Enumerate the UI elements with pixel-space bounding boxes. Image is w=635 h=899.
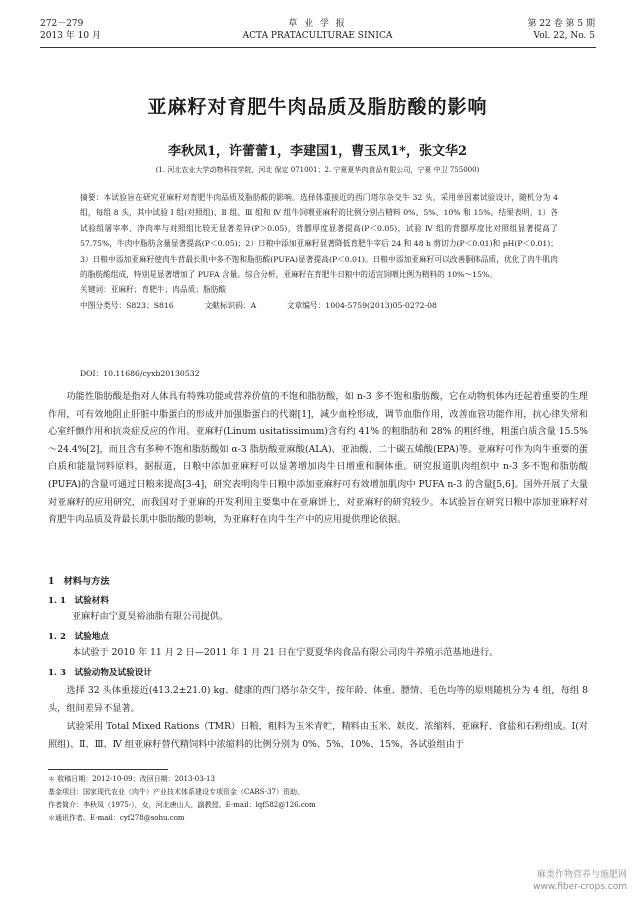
footnote-rule: [48, 769, 168, 770]
abstract-text: 摘要：本试验旨在研究亚麻籽对育肥牛肉品质及脂肪酸的影响。选择体重接近的西门塔尔杂交牛 32 头，采用单因素试验设计，随机分为 4 组，每组 8 头，其中试验 Ⅰ 组(对照组)、Ⅱ 组、Ⅲ 组和 Ⅳ 组牛饲喂亚麻籽的比例分别占精料 0%、5%、10% 和 15%。结果表明，1）各试验组屠宰率、净肉率与对照组比较无显著差异(P＞0.05)，背膘厚度显著提高(P＜0.05)，试验 Ⅳ 组的背膘厚度比对照组显著提高了 57.75%，牛肉中脂肪含量显著提高(P＜0.05)；2）日粮中添加亚麻籽显著降低育肥牛宰后 24 和 48 h 剪切力(P＜0.01)和 pH(P＜0.01)；3）日粮中添加亚麻籽使肉牛背最长肌中多不饱和脂肪酸(PUFA)显著提高(P＜0.01)。日粮中添加亚麻籽可以改善胴体品质，优化了肉牛肌肉的脂肪酸组成，特别是显著增加了 PUFA 含量。综合分析，亚麻籽在育肥牛日粮中的适宜饲喂比例为精料的 10%～15%。: [80, 193, 558, 280]
footnote-fund: 基金项目：国家现代农业（肉牛）产业技术体系建设专项资金（CARS-37）资助。: [48, 788, 305, 796]
issue-date: 2013 年 10 月: [40, 31, 101, 41]
footnote-corresponding: ＊通讯作者。E-mail：cyf278@sohu.com: [48, 814, 185, 822]
paragraph: 选择 32 头体重接近(413.2±21.0) kg、健康的西门塔尔杂交牛，按年龄、体重、膘情、毛色均等的原则随机分为 4 组，每组 8 头，组间差异不显著。: [48, 685, 588, 714]
footnote-block: [48, 773, 518, 825]
abstract-block: [80, 190, 558, 313]
subsection-heading: 1. 2 试验地点: [48, 632, 109, 642]
paper-title: 亚麻籽对育肥牛肉品质及脂肪酸的影响: [147, 96, 488, 118]
header-rule: [40, 47, 596, 48]
subsection-heading: 1. 3 试验动物及试验设计: [48, 668, 152, 678]
issue-en: Vol. 22, No. 5: [533, 31, 595, 41]
author-list: 李秋凤1，许蕾蕾1，李建国1，曹玉凤1*，张文华2: [167, 144, 468, 159]
doi: DOI：10.11686/cyxb20130532: [80, 369, 200, 378]
classification-line: 中图分类号：S823；S816 文献标识码：A 文章编号：1004-5759(2013)05-0272-08: [80, 300, 437, 310]
journal-name-cn: 草 业 学 报: [288, 19, 347, 29]
intro-paragraph: 功能性脂肪酸是指对人体具有特殊功能或营养价值的不饱和脂肪酸，如 n-3 多不饱和脂肪酸，它在动物机体内还起着重要的生理作用，可有效地阻止肝脏中脂蛋白的形成并加强脂蛋白的代谢[1]，减少血栓形成，调节血脂作用，改善血管功能作用，抗心律失常和心室纤颤作用和抗炎症反应的作用。亚麻籽(Linum usitatissimum)含有约 41% 的粗脂肪和 28% 的粗纤维，粗蛋白质含量 15.5%～24.4%[2]，而且含有多种不饱和脂肪酸如 α-3 脂肪酸亚麻酸(ALA)、亚油酸、二十碳五烯酸(EPA)等。亚麻籽可作为肉牛重要的蛋白质和能量饲料原料，据报道，日粮中添加亚麻籽可以显著增加肉牛日增重和胴体重。研究报道肌肉组织中 n-3 多不饱和脂肪酸(PUFA)的含量可通过日粮来提高[3-4]，研究表明肉牛日粮中添加亚麻籽可有效增加肌肉中 PUFA n-3 的含量[5,6]。国外开展了大量对亚麻籽的应用研究，而我国对于亚麻的开发利用主要集中在亚麻饼上，对亚麻籽的研究较少。本试验旨在研究日粮中添加亚麻籽对育肥牛肉品质及背最长肌中脂肪酸的影响，为亚麻籽在肉牛生产中的应用提供理论依据。: [48, 391, 588, 526]
paragraph: 本试验于 2010 年 11 月 2 日—2011 年 1 月 21 日在宁夏夏华肉食品有限公司肉牛养殖示范基地进行。: [72, 647, 499, 658]
footnote-received: ＊ 收稿日期：2012-10-09；改回日期：2013-03-13: [48, 775, 215, 783]
journal-name-en: ACTA PRATACULTURAE SINICA: [242, 31, 393, 41]
subsection-heading: 1. 1 试验材料: [48, 596, 109, 606]
header-right: [528, 18, 595, 42]
paragraph: 亚麻籽由宁夏昊裕油脂有限公司提供。: [72, 611, 229, 622]
watermark-line1: 麻类作物营养与施肥网: [536, 870, 627, 880]
keywords: 关键词：亚麻籽；育肥牛；肉品质；脂肪酸: [80, 285, 227, 295]
watermark-line2: www.fiber-crops.com: [533, 882, 627, 892]
section-heading: 1 材料与方法: [48, 576, 110, 587]
issue-cn: 第 22 卷 第 5 期: [527, 19, 595, 29]
watermark: [533, 869, 627, 893]
paragraph: 试验采用 Total Mixed Rations（TMR）日粮，粗料为玉米青贮，精料由玉米、麸皮、浓缩料、亚麻籽、食盐和石粉组成。Ⅰ(对照组)、Ⅱ、Ⅲ、Ⅳ 组亚麻籽替代精饲料中浓缩料的比例分别为 0%、5%、10%、15%，各试验组由于: [48, 721, 588, 750]
affiliation: (1. 河北农业大学动物科技学院，河北 保定 071001；2. 宁夏夏华肉食品有限公司，宁夏 中卫 755000): [155, 166, 480, 174]
footnote-author: 作者简介：李秋凤（1975-），女，河北唐山人，副教授。E-mail：lqf582@126.com: [48, 801, 316, 809]
introduction: [48, 388, 588, 529]
page-range: 272－279: [40, 19, 84, 29]
